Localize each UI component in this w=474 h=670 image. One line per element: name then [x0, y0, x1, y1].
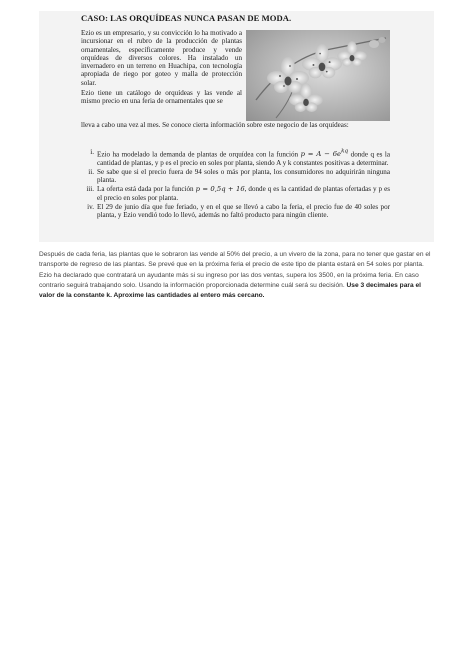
supply-formula: p = 0,5q + 16	[195, 185, 245, 194]
case-intro	[81, 29, 242, 108]
list-item: i. Ezio ha modelado la demanda de plantas de orquídea con la función $p = A - 6e^{kq}$ donde q es la cantidad de plantas, y p es el precio en soles por planta, siendo A y k constantes positivas a determinar.	[90, 148, 391, 167]
case-items-list	[81, 148, 390, 221]
intro-paragraph-1: Ezio es un empresario, y su convicción lo ha motivado a incursionar en el rubro de la producción de plantas ornamentales, específicamente produce y vende orquídeas de diversos colores. Ha instalado un invernadero en un terreno en Huachipa, con tecnología apropiada de riego por goteo y malla de protección solar.	[81, 29, 242, 87]
intro-paragraph-2b: lleva a cabo una vez al mes. Se conoce cierta información sobre este negocio de las orquídeas:	[81, 121, 349, 129]
intro-continuation	[81, 121, 390, 129]
orchid-photo	[246, 30, 390, 121]
demand-formula: $p = A - 6e^{kq}$	[300, 149, 349, 159]
orchid-bud	[369, 40, 379, 48]
list-item: ii. Se sabe que si el precio fuera de 94 soles o más por planta, los consumidores no adquirirán ninguna planta.	[88, 167, 390, 185]
case-title: CASO: LAS ORQUÍDEAS NUNCA PASAN DE MODA.	[81, 13, 292, 23]
question-paragraph	[39, 250, 434, 301]
list-item: iv. El 29 de junio día que fue feriado, y en el que se llevó a cabo la feria, el precio fue de 40 soles por planta, y Ezio vendió todo lo llevó, además no faltó producto para ningún cliente.	[87, 203, 390, 220]
question-text: Después de cada feria, las plantas que le sobraron las vende al 50% del precio, a un vivero de la zona, para no tener que gastar en el transporte de regreso de las plantas. Se prevé que en la próxima feria el precio de este tipo de planta estará en 54 soles por planta. Ezio ha declarado que contratará un ayudante más si su ingreso por las dos ventas, supera los 3500, en la próxima feria. En caso contrario seguirá trabajando solo. Usando la información proporcionada determine cuál será su decisión.	[39, 251, 431, 289]
intro-paragraph-2a: Ezio tiene un catálogo de orquídeas y las vende al mismo precio en una feria de ornamentales que se	[81, 89, 242, 106]
list-item: iii. La oferta está dada por la función p = 0,5q + 16, donde q es la cantidad de plantas ofertadas y p es el precio en soles por planta.	[86, 185, 390, 202]
question-instructions: Use 3 decimales para el valor de la constante k. Aproxime las cantidades al entero más cercano.	[39, 281, 421, 300]
